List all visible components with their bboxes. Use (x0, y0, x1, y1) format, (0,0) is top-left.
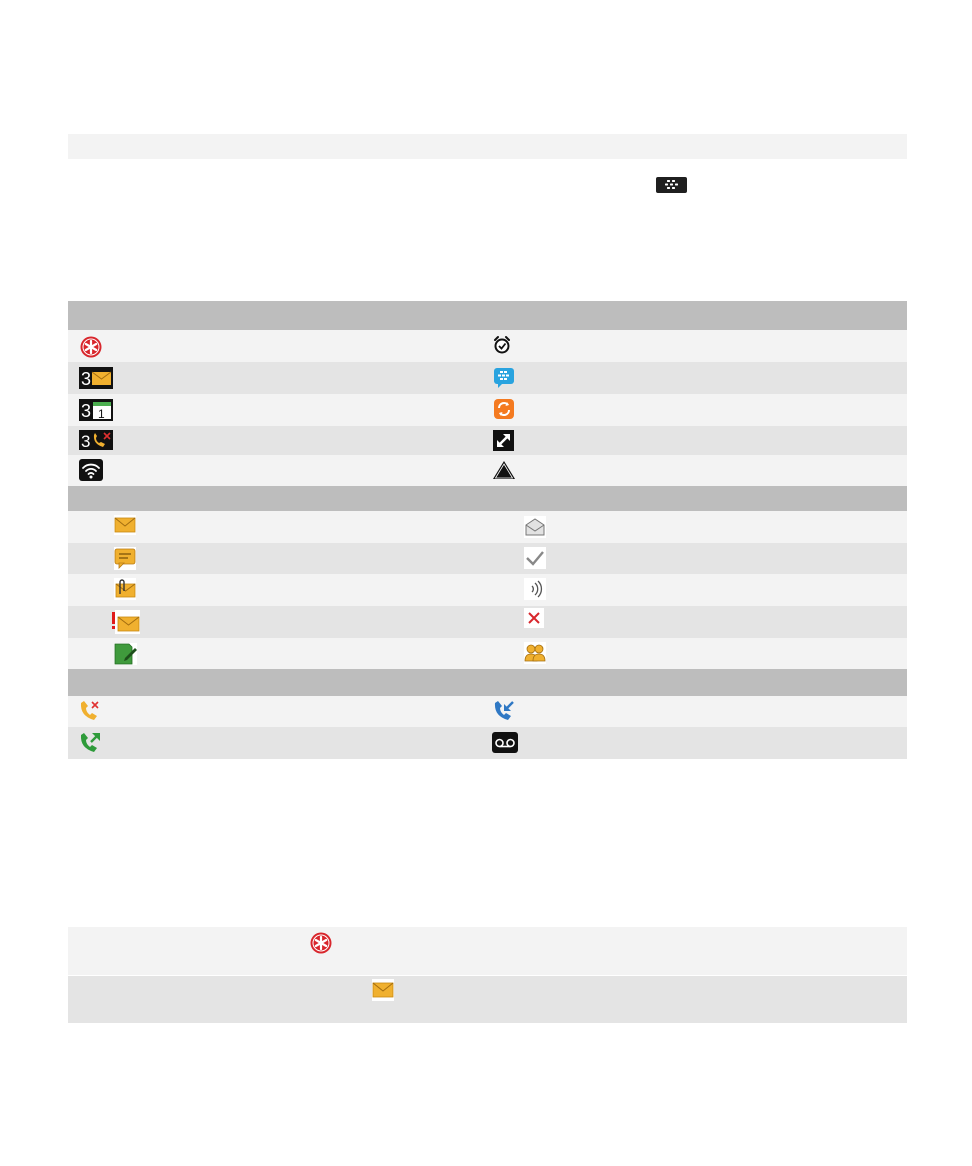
alarm-clock-icon (492, 335, 512, 360)
calendar-count-icon (79, 399, 113, 426)
failed-x-icon (524, 608, 544, 633)
table-row (68, 511, 907, 543)
table-row (68, 638, 907, 669)
text-message-icon (114, 547, 136, 575)
svg-text:3: 3 (81, 432, 91, 450)
notification-asterisk-icon (80, 336, 102, 363)
app-sync-icon (494, 399, 514, 424)
sending-icon (524, 578, 546, 605)
table-header-row (68, 301, 907, 330)
table-section-header (68, 669, 907, 696)
envelope-icon (114, 515, 136, 540)
attachment-envelope-icon (114, 578, 136, 605)
bbm-icon (493, 367, 515, 394)
unread-message-count-icon (79, 367, 113, 394)
opened-envelope-icon (524, 516, 546, 543)
icon-table (68, 301, 907, 759)
table-row (68, 696, 907, 727)
table-row (68, 330, 907, 362)
table-section-header (68, 486, 907, 511)
wifi-icon (79, 459, 103, 486)
missed-call-icon (79, 700, 101, 727)
voicemail-icon (492, 732, 518, 758)
table-row (68, 394, 907, 426)
table-row (68, 362, 907, 394)
notification-asterisk-icon (310, 932, 332, 959)
table-row (68, 455, 907, 486)
high-priority-envelope-icon (112, 610, 140, 639)
table-row (68, 727, 907, 759)
svg-text:3: 3 (81, 369, 92, 389)
table-row (68, 574, 907, 606)
note-row (68, 927, 907, 975)
table-row (68, 606, 907, 638)
received-call-icon (493, 700, 515, 727)
svg-text:3: 3 (81, 401, 92, 421)
envelope-icon (372, 979, 394, 1006)
table-row (68, 426, 907, 455)
missed-call-count-icon (79, 430, 113, 455)
section-title-band (68, 134, 907, 159)
svg-text:1: 1 (98, 407, 105, 421)
note-row (68, 976, 907, 1023)
draft-icon (114, 643, 137, 670)
sent-checkmark-icon (524, 547, 546, 574)
warning-icon (492, 460, 516, 485)
blackberry-menu-key-icon (656, 177, 687, 193)
group-icon (524, 642, 546, 669)
table-row (68, 543, 907, 574)
placed-call-icon (79, 732, 101, 759)
expand-icon (493, 430, 514, 456)
